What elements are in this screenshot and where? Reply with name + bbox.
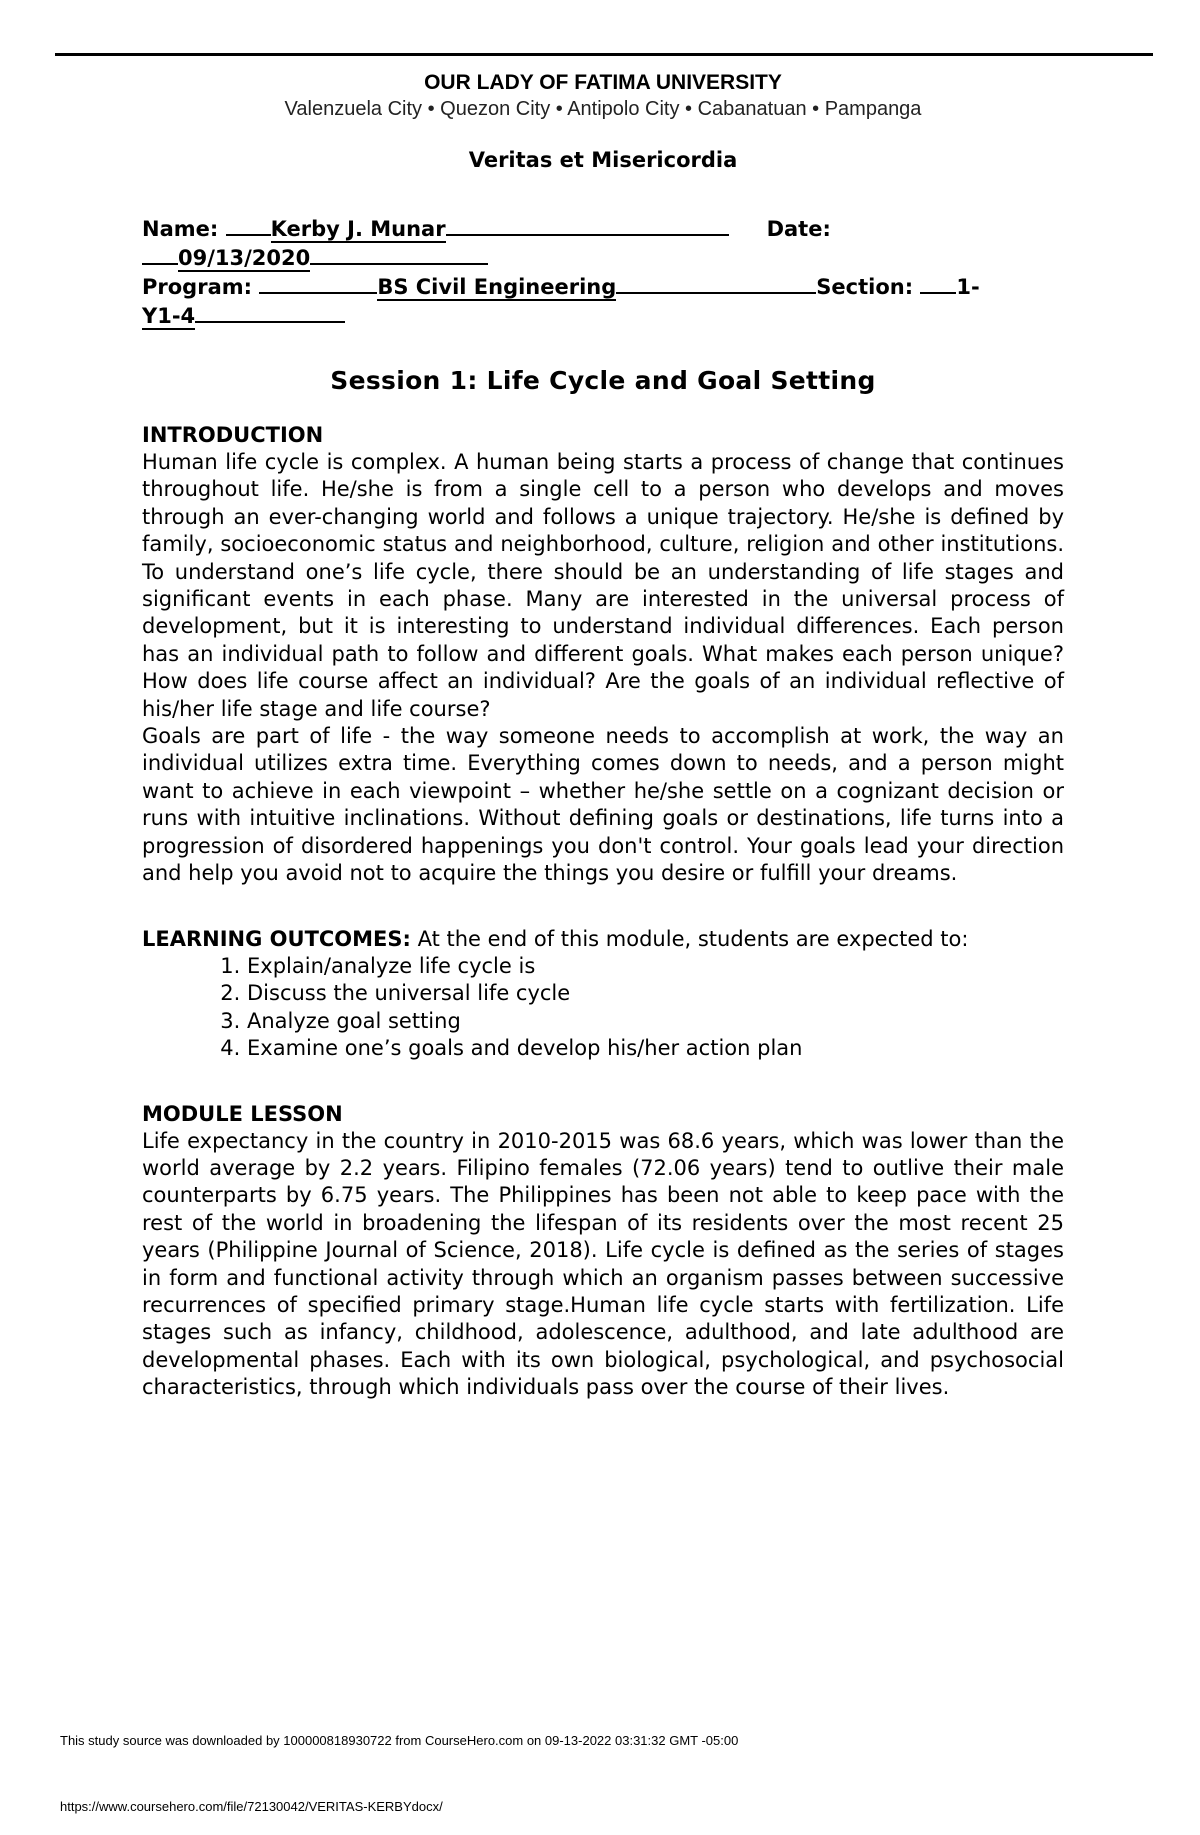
program-label: Program: bbox=[142, 275, 260, 299]
source-url[interactable]: https://www.coursehero.com/file/72130042/VERITAS-KERBYdocx/ bbox=[60, 1799, 443, 1814]
module-lesson-heading: MODULE LESSON bbox=[142, 1101, 343, 1126]
session-title: Session 1: Life Cycle and Goal Setting bbox=[330, 366, 876, 395]
document-page bbox=[142, 70, 1064, 1402]
section-value-part2: Y1-4 bbox=[142, 304, 196, 328]
list-item: 1. Explain/analyze life cycle is bbox=[247, 953, 1064, 980]
learning-outcomes-intro: At the end of this module, students are expected to: bbox=[410, 926, 969, 951]
learning-outcomes bbox=[142, 926, 1064, 953]
program-leading-blank bbox=[259, 272, 377, 294]
date-label: Date: bbox=[766, 217, 831, 241]
learning-outcomes-label: LEARNING OUTCOMES: bbox=[142, 926, 411, 951]
date-row bbox=[142, 243, 1064, 272]
program-row bbox=[142, 272, 1064, 301]
section-value-part1: 1- bbox=[956, 275, 980, 299]
program-trailing-blank bbox=[616, 272, 816, 294]
list-item: 4. Examine one’s goals and develop his/her action plan bbox=[247, 1035, 1064, 1062]
download-source-note: This study source was downloaded by 100000818930722 from CourseHero.com on 09-13-2022 03:31:32 GMT -05:00 bbox=[60, 1733, 739, 1748]
section-leading-blank bbox=[920, 272, 956, 294]
section-label: Section: bbox=[816, 275, 921, 299]
student-info bbox=[142, 214, 1064, 330]
introduction-heading: INTRODUCTION bbox=[142, 423, 324, 447]
name-row bbox=[142, 214, 1064, 243]
section-row bbox=[142, 301, 1064, 330]
motto: Veritas et Misericordia bbox=[468, 148, 738, 172]
name-label: Name: bbox=[142, 217, 226, 241]
top-rule bbox=[55, 53, 1153, 56]
introduction-paragraph-2: Goals are part of life - the way someone needs to accomplish at work, the way an individual utilizes extra time. Everything comes down to needs, and a person might want to achieve in each viewpoint – whether he/she settle on a cognizant decision or runs with intuitive inclinations. Without defining goals or destinations, life turns into a progression of disordered happenings you don't control. Your goals lead your direction and help you avoid not to acquire the things you desire or fulfill your dreams. bbox=[142, 724, 1064, 886]
name-leading-blank bbox=[226, 214, 271, 236]
program-value: BS Civil Engineering bbox=[377, 275, 617, 299]
date-trailing-blank bbox=[310, 243, 488, 265]
section-trailing-blank bbox=[195, 301, 345, 323]
campus-list: Valenzuela City • Quezon City • Antipolo City • Cabanatuan • Pampanga bbox=[284, 98, 922, 120]
name-trailing-blank bbox=[446, 214, 729, 236]
date-leading-blank bbox=[142, 243, 178, 265]
name-value: Kerby J. Munar bbox=[270, 217, 446, 241]
module-lesson-paragraph: Life expectancy in the country in 2010-2015 was 68.6 years, which was lower than the world average by 2.2 years. Filipino females (72.06 years) tend to outlive their male counterparts by 6.75 years. The Philippines has been not able to keep pace with the rest of the world in broadening the lifespan of its residents over the most recent 25 years (Philippine Journal of Science, 2018). Life cycle is defined as the series of stages in form and functional activity through which an organism passes between successive recurrences of specified primary stage.Human life cycle starts with fertilization. Life stages such as infancy, childhood, adolescence, adulthood, and late adulthood are developmental phases. Each with its own biological, psychological, and psychosocial characteristics, through which individuals pass over the course of their lives. bbox=[142, 1128, 1064, 1400]
university-name: OUR LADY OF FATIMA UNIVERSITY bbox=[424, 71, 782, 94]
list-item: 2. Discuss the universal life cycle bbox=[247, 980, 1064, 1007]
date-value: 09/13/2020 bbox=[178, 246, 311, 270]
introduction-paragraph-1: Human life cycle is complex. A human being starts a process of change that continues throughout life. He/she is from a single cell to a person who develops and moves through an ever-changing world and follows a unique trajectory. He/she is defined by family, socioeconomic status and neighborhood, culture, religion and other institutions. To understand one’s life cycle, there should be an understanding of life stages and significant events in each phase. Many are interested in the universal process of development, but it is interesting to understand individual differences. Each person has an individual path to follow and different goals. What makes each person unique? How does life course affect an individual? Are the goals of an individual reflective of his/her life stage and life course? bbox=[142, 450, 1064, 721]
learning-outcomes-list bbox=[142, 953, 1064, 1063]
list-item: 3. Analyze goal setting bbox=[247, 1008, 1064, 1035]
